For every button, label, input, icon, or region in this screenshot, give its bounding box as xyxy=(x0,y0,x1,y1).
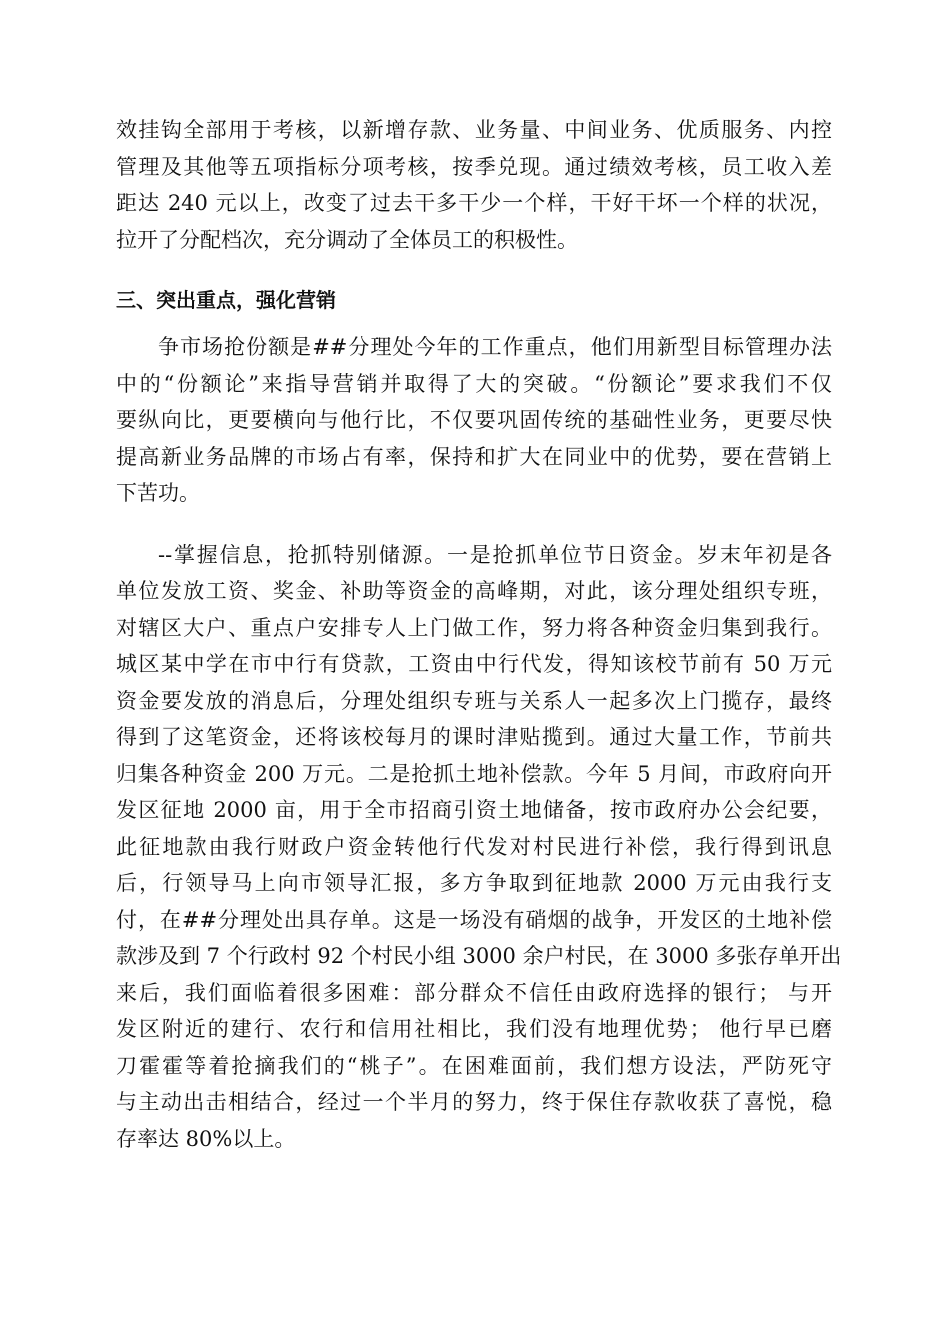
text-line: 下苦功。 xyxy=(116,481,200,505)
text-line: 得到了这笔资金，还将该校每月的课时津贴揽到。通过大量工作，节前共 xyxy=(116,725,832,749)
text-line: 此征地款由我行财政户资金转他行代发对村民进行补偿，我行得到讯息 xyxy=(116,834,832,859)
text-line: 来后，我们面临着很多困难：部分群众不信任由政府选择的银行； 与开 xyxy=(116,980,832,1005)
text-line: 提高新业务品牌的市场占有率，保持和扩大在同业中的优势，要在营销上 xyxy=(116,444,832,469)
text-line: 后，行领导马上向市领导汇报，多方争取到征地款 2000 万元由我行支 xyxy=(116,871,832,895)
text-line: 要纵向比，更要横向与他行比，不仅要巩固传统的基础性业务，更要尽快 xyxy=(116,408,832,432)
paragraph-deposit-sources xyxy=(116,537,842,1158)
text-line: 单位发放工资、奖金、补助等资金的高峰期，对此，该分理处组织专班， xyxy=(116,579,832,603)
text-line: 争市场抢份额是##分理处今年的工作重点，他们用新型目标管理办法 xyxy=(158,335,832,359)
paragraph-performance xyxy=(116,112,832,258)
text-line: 付，在##分理处出具存单。这是一场没有硝烟的战争，开发区的土地补偿 xyxy=(116,907,832,932)
text-line: 拉开了分配档次，充分调动了全体员工的积极性。 xyxy=(116,227,578,252)
text-line: 归集各种资金 200 万元。二是抢抓土地补偿款。今年 5 月间，市政府向开 xyxy=(116,761,832,786)
text-line: 管理及其他等五项指标分项考核，按季兑现。通过绩效考核，员工收入差 xyxy=(116,154,832,179)
section-heading: 三、突出重点，强化营销 xyxy=(116,288,336,312)
text-line: 中的“份额论”来指导营销并取得了大的突破。“份额论”要求我们不仅 xyxy=(116,371,832,396)
text-line: 对辖区大户、重点户安排专人上门做工作，努力将各种资金归集到我行。 xyxy=(116,615,832,640)
text-line: 刀霍霍等着抢摘我们的“桃子”。在困难面前，我们想方设法，严防死守 xyxy=(116,1053,832,1078)
text-line: 资金要发放的消息后，分理处组织专班与关系人一起多次上门揽存，最终 xyxy=(116,688,832,713)
text-line: 距达 240 元以上，改变了过去干多干少一个样，干好干坏一个样的状况， xyxy=(116,191,832,215)
paragraph-market-share xyxy=(116,329,832,512)
text-line: 城区某中学在市中行有贷款，工资由中行代发，得知该校节前有 50 万元 xyxy=(116,652,832,676)
text-line: --掌握信息，抢抓特别储源。一是抢抓单位节日资金。岁末年初是各 xyxy=(158,542,832,567)
text-line: 与主动出击相结合，经过一个半月的努力，终于保住存款收获了喜悦，稳 xyxy=(116,1090,832,1114)
text-line: 效挂钩全部用于考核，以新增存款、业务量、中间业务、优质服务、内控 xyxy=(116,118,832,142)
text-line: 存率达 80%以上。 xyxy=(116,1126,296,1151)
text-line: 发区征地 2000 亩，用于全市招商引资土地储备，按市政府办公会纪要， xyxy=(116,798,832,822)
text-line: 发区附近的建行、农行和信用社相比，我们没有地理优势； 他行早已磨 xyxy=(116,1017,832,1041)
text-line: 款涉及到 7 个行政村 92 个村民小组 3000 余户村民，在 3000 多张存单开出 xyxy=(116,944,842,968)
document-page xyxy=(116,112,842,1157)
